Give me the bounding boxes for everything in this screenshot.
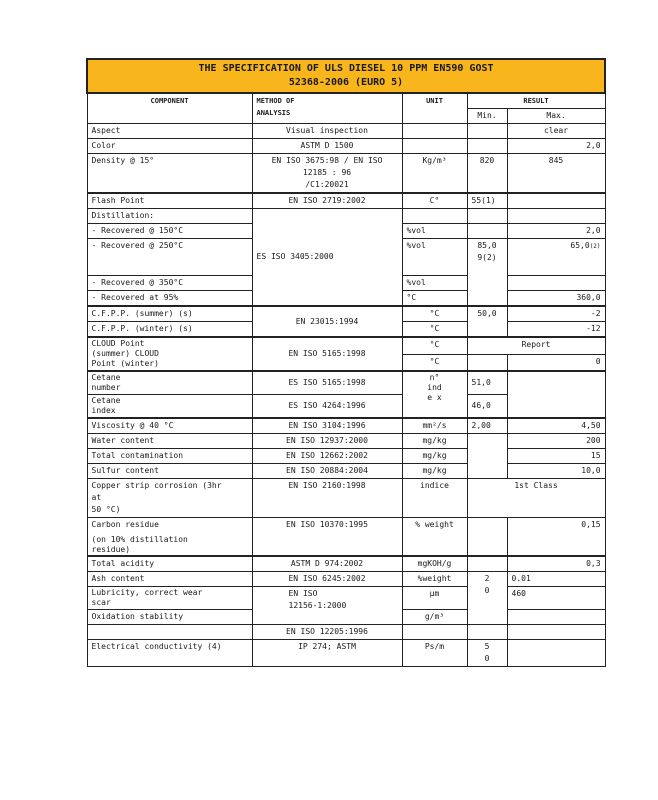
component-cell: Water content — [87, 434, 252, 449]
unit-cell: Ps/m — [402, 640, 467, 667]
component-cell: Sulfur content — [87, 464, 252, 479]
component-line: Cetane — [91, 396, 121, 405]
method-line: /C1:20021 — [305, 180, 349, 189]
method-cell: EN ISO 20884:2004 — [252, 464, 402, 479]
component-cell: Total contamination — [87, 449, 252, 464]
table-row — [87, 625, 605, 640]
table-row — [87, 556, 605, 572]
table-row — [87, 572, 605, 587]
component-line: Lubricity, correct wear — [91, 588, 203, 597]
table-row — [87, 154, 605, 194]
component-line: index — [91, 406, 116, 415]
max-cell: 460 — [507, 587, 605, 610]
method-cell: EN ISO 12662:2002 — [252, 449, 402, 464]
max-cell — [507, 276, 605, 291]
max-cell: 845 — [507, 154, 605, 194]
unit-cell: °C — [402, 354, 467, 371]
unit-cell: mm²/s — [402, 418, 467, 434]
unit-line: n° — [429, 373, 440, 382]
header-row — [87, 93, 605, 109]
max-cell — [507, 209, 605, 224]
component-cell — [87, 587, 252, 610]
header-method-line2: ANALYSIS — [256, 109, 291, 117]
min-cell — [467, 139, 507, 154]
unit-cell: g/m³ — [402, 610, 467, 625]
title-row — [87, 59, 605, 93]
header-component: COMPONENT — [87, 93, 252, 124]
max-cell: 10,0 — [507, 464, 605, 479]
method-cell: ES ISO 4264:1996 — [252, 395, 402, 419]
component-cell: - Recovered @ 350°C — [87, 276, 252, 291]
component-cell: Ash content — [87, 572, 252, 587]
unit-cell: µm — [402, 587, 467, 610]
component-line: 50 °C) — [91, 505, 121, 514]
component-cell: C.F.P.P. (summer) (s) — [87, 306, 252, 322]
title-line-1: THE SPECIFICATION OF ULS DIESEL 10 PPM EN590 GOST — [198, 63, 494, 74]
unit-cell: %vol — [402, 239, 467, 276]
header-max: Max. — [507, 109, 605, 124]
max-cell: -12 — [507, 322, 605, 338]
method-cell: IP 274; ASTM — [252, 640, 402, 667]
table-row — [87, 464, 605, 479]
unit-cell: %weight — [402, 572, 467, 587]
table-row — [87, 434, 605, 449]
min-value: 5 — [484, 642, 490, 651]
max-cell: 0,3 — [507, 556, 605, 572]
unit-line: ind — [427, 383, 442, 392]
min-cell — [467, 224, 507, 239]
method-cell: ASTM D 974:2002 — [252, 556, 402, 572]
unit-cell: mgKOH/g — [402, 556, 467, 572]
component-cell: - Recovered @ 250°C — [87, 239, 252, 276]
table-row — [87, 449, 605, 464]
method-cell: EN 23015:1994 — [252, 306, 402, 337]
table-row — [87, 479, 605, 518]
header-unit: UNIT — [402, 93, 467, 124]
max-cell: 2,0 — [507, 139, 605, 154]
component-line: residue) — [91, 545, 131, 554]
max-cell — [507, 610, 605, 625]
component-line: (on 10% distillation — [91, 535, 188, 544]
min-cell — [467, 518, 507, 557]
component-cell: Viscosity @ 40 °C — [87, 418, 252, 434]
component-cell — [87, 395, 252, 419]
unit-cell — [402, 625, 467, 640]
table-row — [87, 371, 605, 395]
component-cell — [87, 337, 252, 371]
max-cell: 4,50 — [507, 418, 605, 434]
min-value: 2 — [484, 574, 490, 583]
component-cell — [87, 518, 252, 557]
header-min: Min. — [467, 109, 507, 124]
min-cell — [467, 209, 507, 224]
method-cell — [252, 154, 402, 194]
min-value: 0 — [484, 586, 490, 595]
method-line: 12156-1:2000 — [288, 601, 347, 610]
unit-cell: mg/kg — [402, 449, 467, 464]
component-cell: Oxidation stability — [87, 610, 252, 625]
unit-cell — [402, 209, 467, 224]
unit-cell: °C — [402, 291, 467, 307]
title-line-2: 52368-2006 (EURO 5) — [288, 77, 404, 88]
max-cell — [507, 371, 605, 418]
table-row — [87, 306, 605, 322]
min-cell: 2,00 — [467, 418, 507, 434]
unit-cell: mg/kg — [402, 464, 467, 479]
method-cell: EN ISO 12937:2000 — [252, 434, 402, 449]
unit-cell — [402, 139, 467, 154]
component-line: scar — [91, 598, 111, 607]
min-cell: 46,0 — [467, 395, 507, 419]
method-line: EN ISO — [288, 589, 318, 598]
method-cell: ES ISO 5165:1998 — [252, 371, 402, 395]
min-cell — [467, 640, 507, 667]
table-row — [87, 587, 605, 610]
max-value: 65,0 — [570, 241, 590, 250]
footnote-ref: (2) — [589, 243, 601, 250]
unit-cell: %vol — [402, 224, 467, 239]
min-cell — [467, 124, 507, 139]
min-cell — [467, 572, 507, 625]
min-cell — [467, 354, 507, 371]
table-row — [87, 418, 605, 434]
unit-line: e x — [427, 393, 442, 402]
component-cell: Electrical conductivity (4) — [87, 640, 252, 667]
min-cell: 51,0 — [467, 371, 507, 395]
min-cell: 820 — [467, 154, 507, 194]
component-cell: Total acidity — [87, 556, 252, 572]
max-cell: 0,15 — [507, 518, 605, 557]
max-cell: 2,0 — [507, 224, 605, 239]
unit-cell: Kg/m³ — [402, 154, 467, 194]
method-cell: EN ISO 6245:2002 — [252, 572, 402, 587]
max-cell: clear — [507, 124, 605, 139]
component-cell: Color — [87, 139, 252, 154]
method-cell: EN ISO 12205:1996 — [252, 625, 402, 640]
component-line: (summer) CLOUD — [91, 349, 159, 358]
min-value: 85,0 — [477, 241, 497, 250]
max-cell: 200 — [507, 434, 605, 449]
max-cell: 15 — [507, 449, 605, 464]
component-cell: Aspect — [87, 124, 252, 139]
component-line: Carbon residue — [91, 520, 159, 529]
method-cell: ES ISO 3405:2000 — [252, 209, 402, 307]
method-line: EN ISO 3675:98 / EN ISO — [271, 156, 383, 165]
min-cell — [467, 434, 507, 479]
method-cell: EN ISO 5165:1998 — [252, 337, 402, 371]
result-cell: Report — [467, 337, 605, 354]
unit-cell — [402, 124, 467, 139]
max-cell: -2 — [507, 306, 605, 322]
method-cell: Visual inspection — [252, 124, 402, 139]
method-cell: EN ISO 10370:1995 — [252, 518, 402, 557]
min-cell: 50,0 — [467, 306, 507, 337]
unit-cell: % weight — [402, 518, 467, 557]
method-cell: EN ISO 3104:1996 — [252, 418, 402, 434]
min-cell — [467, 239, 507, 307]
unit-cell: C° — [402, 193, 467, 209]
component-line: Point (winter) — [91, 359, 159, 368]
max-cell — [507, 239, 605, 276]
max-cell — [507, 193, 605, 209]
table-row — [87, 139, 605, 154]
unit-cell: °C — [402, 306, 467, 322]
component-cell — [87, 625, 252, 640]
component-cell: Flash Point — [87, 193, 252, 209]
specification-document — [86, 58, 604, 667]
max-cell: 0 — [507, 354, 605, 371]
table-row — [87, 209, 605, 224]
unit-cell — [402, 371, 467, 418]
header-result: RESULT — [467, 93, 605, 109]
component-line: CLOUD Point — [91, 339, 145, 348]
component-cell: C.F.P.P. (winter) (s) — [87, 322, 252, 338]
result-cell: 1st Class — [467, 479, 605, 518]
table-row — [87, 337, 605, 354]
component-line: Copper strip corrosion (3hr — [91, 481, 222, 490]
component-cell — [87, 371, 252, 395]
unit-cell: mg/kg — [402, 434, 467, 449]
table-row — [87, 124, 605, 139]
component-cell — [87, 479, 252, 518]
document-title — [87, 59, 605, 93]
max-cell — [507, 640, 605, 667]
unit-cell: °C — [402, 337, 467, 354]
component-cell: - Recovered at 95% — [87, 291, 252, 307]
unit-cell: °C — [402, 322, 467, 338]
method-cell: EN ISO 2719:2002 — [252, 193, 402, 209]
min-value: 9(2) — [477, 253, 497, 262]
specification-table — [86, 58, 606, 667]
component-cell: Distillation: — [87, 209, 252, 224]
min-value: 0 — [484, 654, 490, 663]
table-row — [87, 518, 605, 557]
header-method-line1: METHOD OF — [256, 97, 295, 105]
table-row — [87, 640, 605, 667]
max-cell — [507, 625, 605, 640]
unit-cell: %vol — [402, 276, 467, 291]
method-line: 12185 : 96 — [302, 168, 352, 177]
unit-cell: indice — [402, 479, 467, 518]
min-cell — [467, 556, 507, 572]
header-method — [252, 93, 402, 124]
max-cell: 0.01 — [507, 572, 605, 587]
component-line: at — [91, 493, 102, 502]
component-line: Cetane — [91, 373, 121, 382]
method-cell: EN ISO 2160:1998 — [252, 479, 402, 518]
method-cell: ASTM D 1500 — [252, 139, 402, 154]
min-cell — [467, 625, 507, 640]
component-line: number — [91, 383, 121, 392]
min-cell: 55(1) — [467, 193, 507, 209]
component-cell: - Recovered @ 150°C — [87, 224, 252, 239]
table-row — [87, 193, 605, 209]
max-cell: 360,0 — [507, 291, 605, 307]
component-cell: Density @ 15° — [87, 154, 252, 194]
method-cell — [252, 587, 402, 625]
